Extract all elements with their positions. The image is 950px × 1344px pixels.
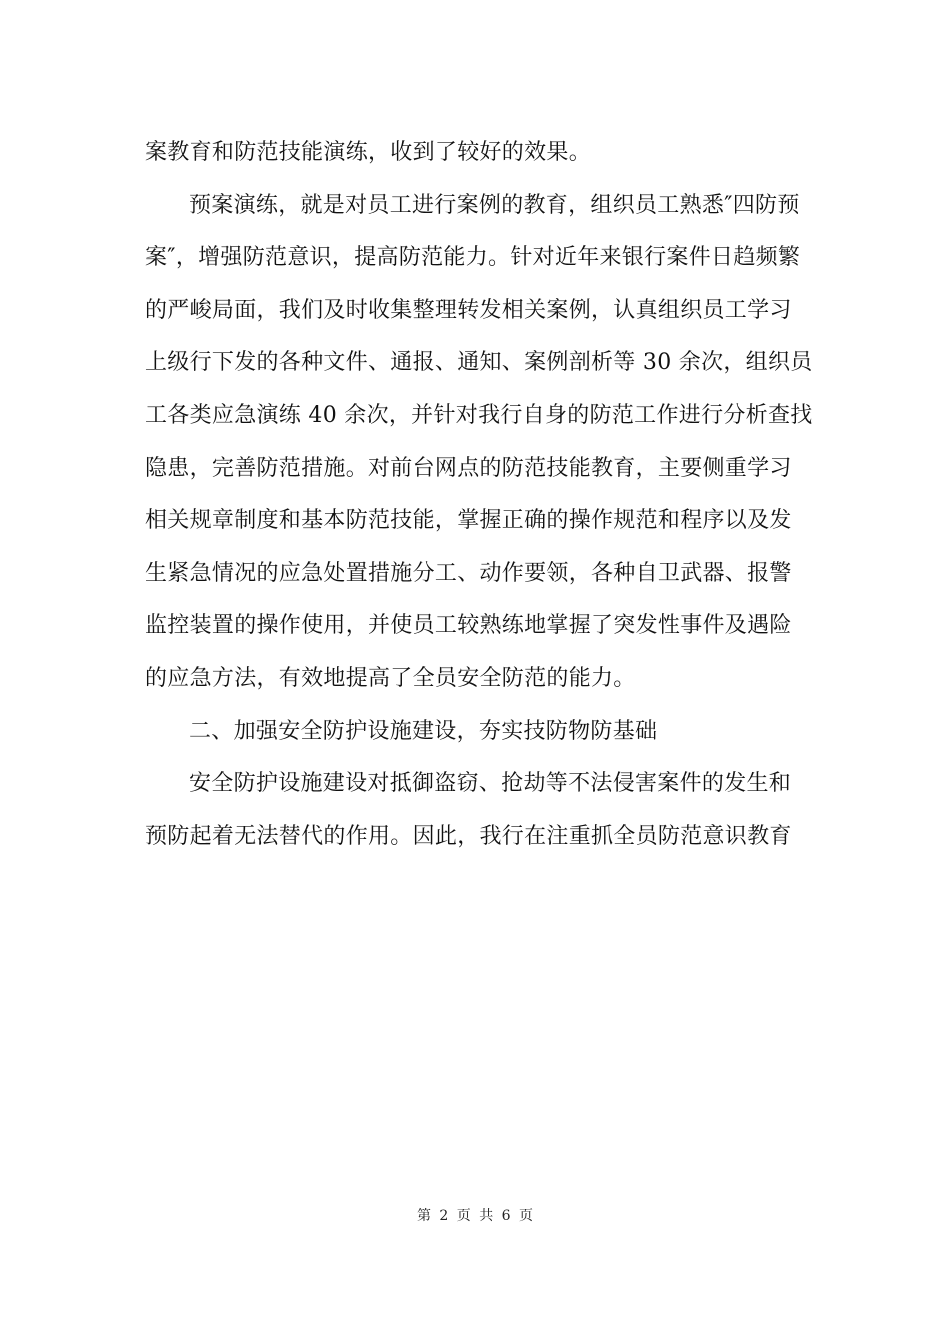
text-line-8: 相关规章制度和基本防范技能，掌握正确的操作规范和程序以及发 xyxy=(145,508,792,534)
text-line-2: 预案演练，就是对员工进行案例的教育，组织员工熟悉″四防预 xyxy=(189,192,800,218)
text-line-10: 监控装置的操作使用，并使员工较熟练地掌握了突发性事件及遇险 xyxy=(145,613,792,639)
text-line-7: 隐患，完善防范措施。对前台网点的防范技能教育，主要侧重学习 xyxy=(145,455,792,481)
document-body xyxy=(145,127,813,863)
text-line-5: 上级行下发的各种文件、通报、通知、案例剖析等 30 余次，组织员 xyxy=(145,350,813,376)
text-line-1: 案教育和防范技能演练，收到了较好的效果。 xyxy=(145,140,592,165)
text-line-14: 预防起着无法替代的作用。因此，我行在注重抓全员防范意识教育 xyxy=(145,823,792,849)
text-line-4: 的严峻局面，我们及时收集整理转发相关案例，认真组织员工学习 xyxy=(145,297,792,323)
text-line-9: 生紧急情况的应急处置措施分工、动作要领，各种自卫武器、报警 xyxy=(145,560,792,586)
text-line-3: 案″，增强防范意识，提高防范能力。针对近年来银行案件日趋频繁 xyxy=(145,245,801,271)
section-heading: 二、加强安全防护设施建设，夯实技防物防基础 xyxy=(189,718,658,744)
text-line-6: 工各类应急演练 40 余次，并针对我行自身的防范工作进行分析查找 xyxy=(145,402,813,428)
text-line-13: 安全防护设施建设对抵御盗窃、抢劫等不法侵害案件的发生和 xyxy=(189,771,792,797)
text-line-11: 的应急方法，有效地提高了全员安全防范的能力。 xyxy=(145,665,636,691)
page-number-footer: 第 2 页 共 6 页 xyxy=(416,1208,534,1224)
